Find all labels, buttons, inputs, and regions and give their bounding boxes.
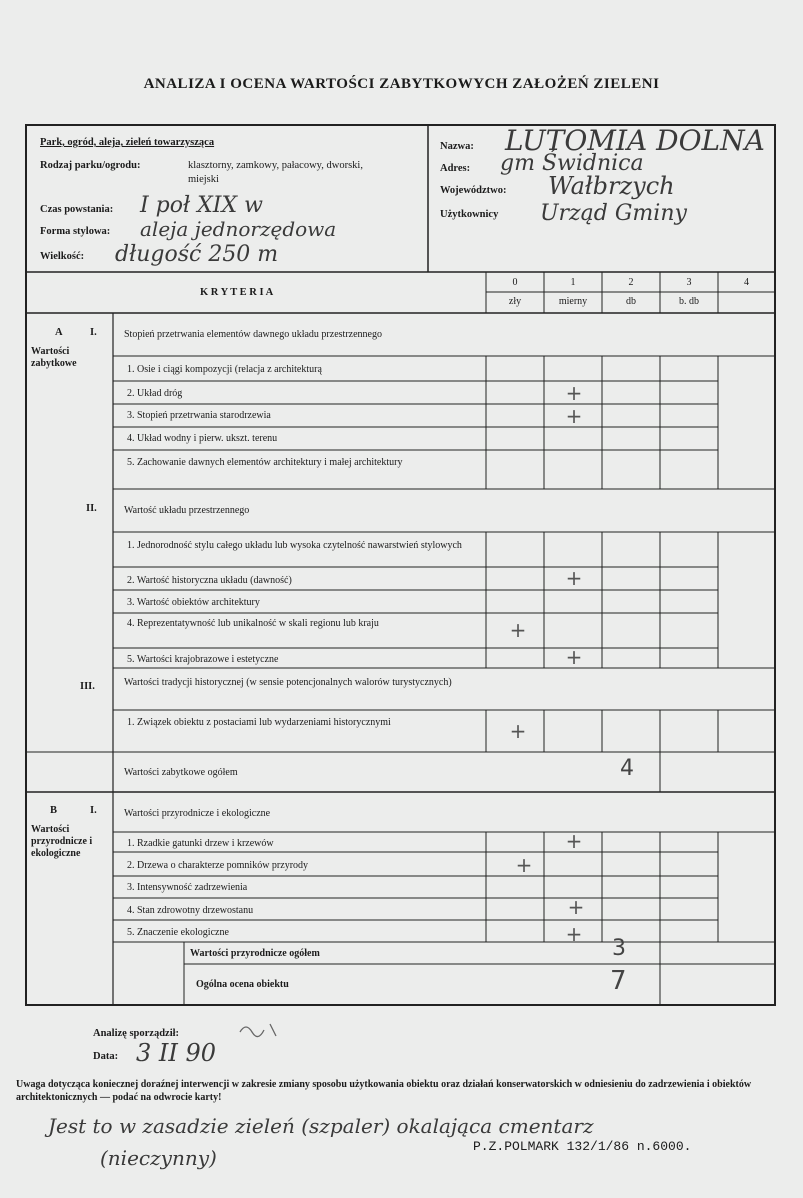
- handwritten-note-1: Jest to w zasadzie zieleń (szpaler) okalająca cmentarz: [48, 1114, 594, 1138]
- check-mark: +: [565, 829, 583, 853]
- form-title: ANALIZA I OCENA WARTOŚCI ZABYTKOWYCH ZAŁOŻEŃ ZIELENI: [143, 76, 660, 92]
- check-mark: +: [565, 566, 583, 590]
- section-a-roman: I.: [90, 327, 97, 338]
- date-value: 3 II 90: [136, 1039, 217, 1067]
- author-label: Analizę sporządził:: [93, 1028, 180, 1039]
- a1-item-3: 3. Stopień przetrwania starodrzewia: [127, 410, 271, 421]
- section-b-roman: I.: [90, 805, 97, 816]
- b-group1-title: Wartości przyrodnicze i ekologiczne: [124, 808, 271, 819]
- type-label: Park, ogród, aleja, zieleń towarzysząca: [40, 137, 215, 148]
- overall-value: 7: [610, 966, 627, 996]
- a2-item-4: 4. Reprezentatywność lub unikalność w skali regionu lub kraju: [127, 618, 379, 629]
- voivodeship-label: Województwo:: [440, 185, 507, 196]
- b-total-value: 3: [612, 936, 626, 961]
- score-2-num: 2: [628, 277, 634, 288]
- score-4-num: 4: [744, 277, 749, 288]
- a-total-value: 4: [620, 756, 634, 781]
- handwritten-note-2: (nieczynny): [100, 1146, 217, 1170]
- check-mark: +: [565, 404, 583, 428]
- name-label: Nazwa:: [440, 141, 474, 152]
- section-a-iii: III.: [80, 681, 95, 692]
- time-label: Czas powstania:: [40, 204, 114, 215]
- overall-label: Ogólna ocena obiektu: [196, 979, 289, 990]
- kind-label: Rodzaj parku/ogrodu:: [40, 160, 141, 171]
- section-b-letter: B: [50, 805, 58, 816]
- date-label: Data:: [93, 1051, 119, 1062]
- score-1-num: 1: [570, 277, 576, 288]
- a3-item-1: 1. Związek obiektu z postaciami lub wydarzeniami historycznymi: [127, 717, 391, 728]
- a-group1-title: Stopień przetrwania elementów dawnego układu przestrzennego: [124, 329, 382, 340]
- section-a-letter: A: [55, 327, 63, 338]
- a-group3-title: Wartości tradycji historycznej (w sensie potencjonalnych walorów turystycznych): [124, 677, 452, 688]
- check-mark: +: [515, 853, 533, 877]
- voivodeship-value: Wałbrzych: [548, 172, 675, 200]
- score-2-name: db: [626, 296, 636, 307]
- b-item-5: 5. Znaczenie ekologiczne: [127, 927, 229, 938]
- check-mark: +: [509, 719, 527, 743]
- check-mark: +: [565, 381, 583, 405]
- score-3-num: 3: [686, 277, 692, 288]
- a1-item-4: 4. Układ wodny i pierw. ukszt. terenu: [127, 433, 278, 444]
- user-label: Użytkownicy: [440, 209, 499, 220]
- a2-item-2: 2. Wartość historyczna układu (dawność): [127, 575, 292, 586]
- b-item-1: 1. Rzadkie gatunki drzew i krzewów: [127, 838, 274, 849]
- b-total-label: Wartości przyrodnicze ogółem: [190, 948, 320, 959]
- size-value: długość 250 m: [115, 242, 279, 267]
- score-3-name: b. db: [679, 296, 699, 307]
- score-1-name: mierny: [558, 296, 588, 307]
- check-mark: +: [565, 645, 583, 669]
- b-item-3: 3. Intensywność zadrzewienia: [127, 882, 248, 893]
- a1-item-2: 2. Układ dróg: [127, 388, 183, 399]
- author-signature-icon: [236, 1018, 286, 1040]
- time-value: I poł XIX w: [140, 193, 263, 218]
- a2-item-3: 3. Wartość obiektów architektury: [127, 597, 260, 608]
- criteria-label: K R Y T E R I A: [200, 287, 274, 298]
- b-item-2: 2. Drzewa o charakterze pomników przyrody: [127, 860, 309, 871]
- section-a-ii: II.: [86, 503, 97, 514]
- a2-item-5: 5. Wartości krajobrazowe i estetyczne: [127, 654, 279, 665]
- a-total-label: Wartości zabytkowe ogółem: [124, 767, 238, 778]
- address-value: gm Świdnica: [500, 151, 644, 176]
- style-label: Forma stylowa:: [40, 226, 111, 237]
- a-group2-title: Wartość układu przestrzennego: [124, 505, 250, 516]
- a1-item-5: 5. Zachowanie dawnych elementów architektury i małej architektury: [127, 457, 403, 468]
- kind-options-2: miejski: [188, 174, 219, 185]
- note-text: Uwaga dotycząca koniecznej doraźnej interwencji w zakresie zmiany sposobu użytkowania obiektu oraz działań konserwatorskich w odniesieniu do zadrzewienia i obiektów architektonicznych — podać na odwrocie karty!: [16, 1079, 752, 1103]
- user-value: Urząd Gminy: [540, 201, 687, 226]
- check-mark: +: [509, 618, 527, 642]
- score-0-num: 0: [512, 277, 518, 288]
- section-a-name: Wartości zabytkowe: [31, 346, 77, 369]
- check-mark: +: [565, 922, 583, 946]
- size-label: Wielkość:: [40, 251, 85, 262]
- address-label: Adres:: [440, 163, 471, 174]
- check-mark: +: [567, 895, 585, 919]
- a1-item-1: 1. Osie i ciągi kompozycji (relacja z architekturą: [127, 364, 322, 375]
- section-b-name: Wartości przyrodnicze i ekologiczne: [31, 824, 93, 859]
- print-stamp: P.Z.POLMARK 132/1/86 n.6000.: [473, 1139, 692, 1154]
- score-0-name: zły: [508, 296, 522, 307]
- b-item-4: 4. Stan zdrowotny drzewostanu: [127, 905, 254, 916]
- a2-item-1: 1. Jednorodność stylu całego układu lub wysoka czytelność nawarstwień stylowych: [127, 540, 462, 551]
- kind-options: klasztorny, zamkowy, pałacowy, dworski,: [188, 160, 363, 171]
- style-value: aleja jednorzędowa: [140, 217, 337, 241]
- name-value: LUTOMIA DOLNA: [505, 124, 765, 157]
